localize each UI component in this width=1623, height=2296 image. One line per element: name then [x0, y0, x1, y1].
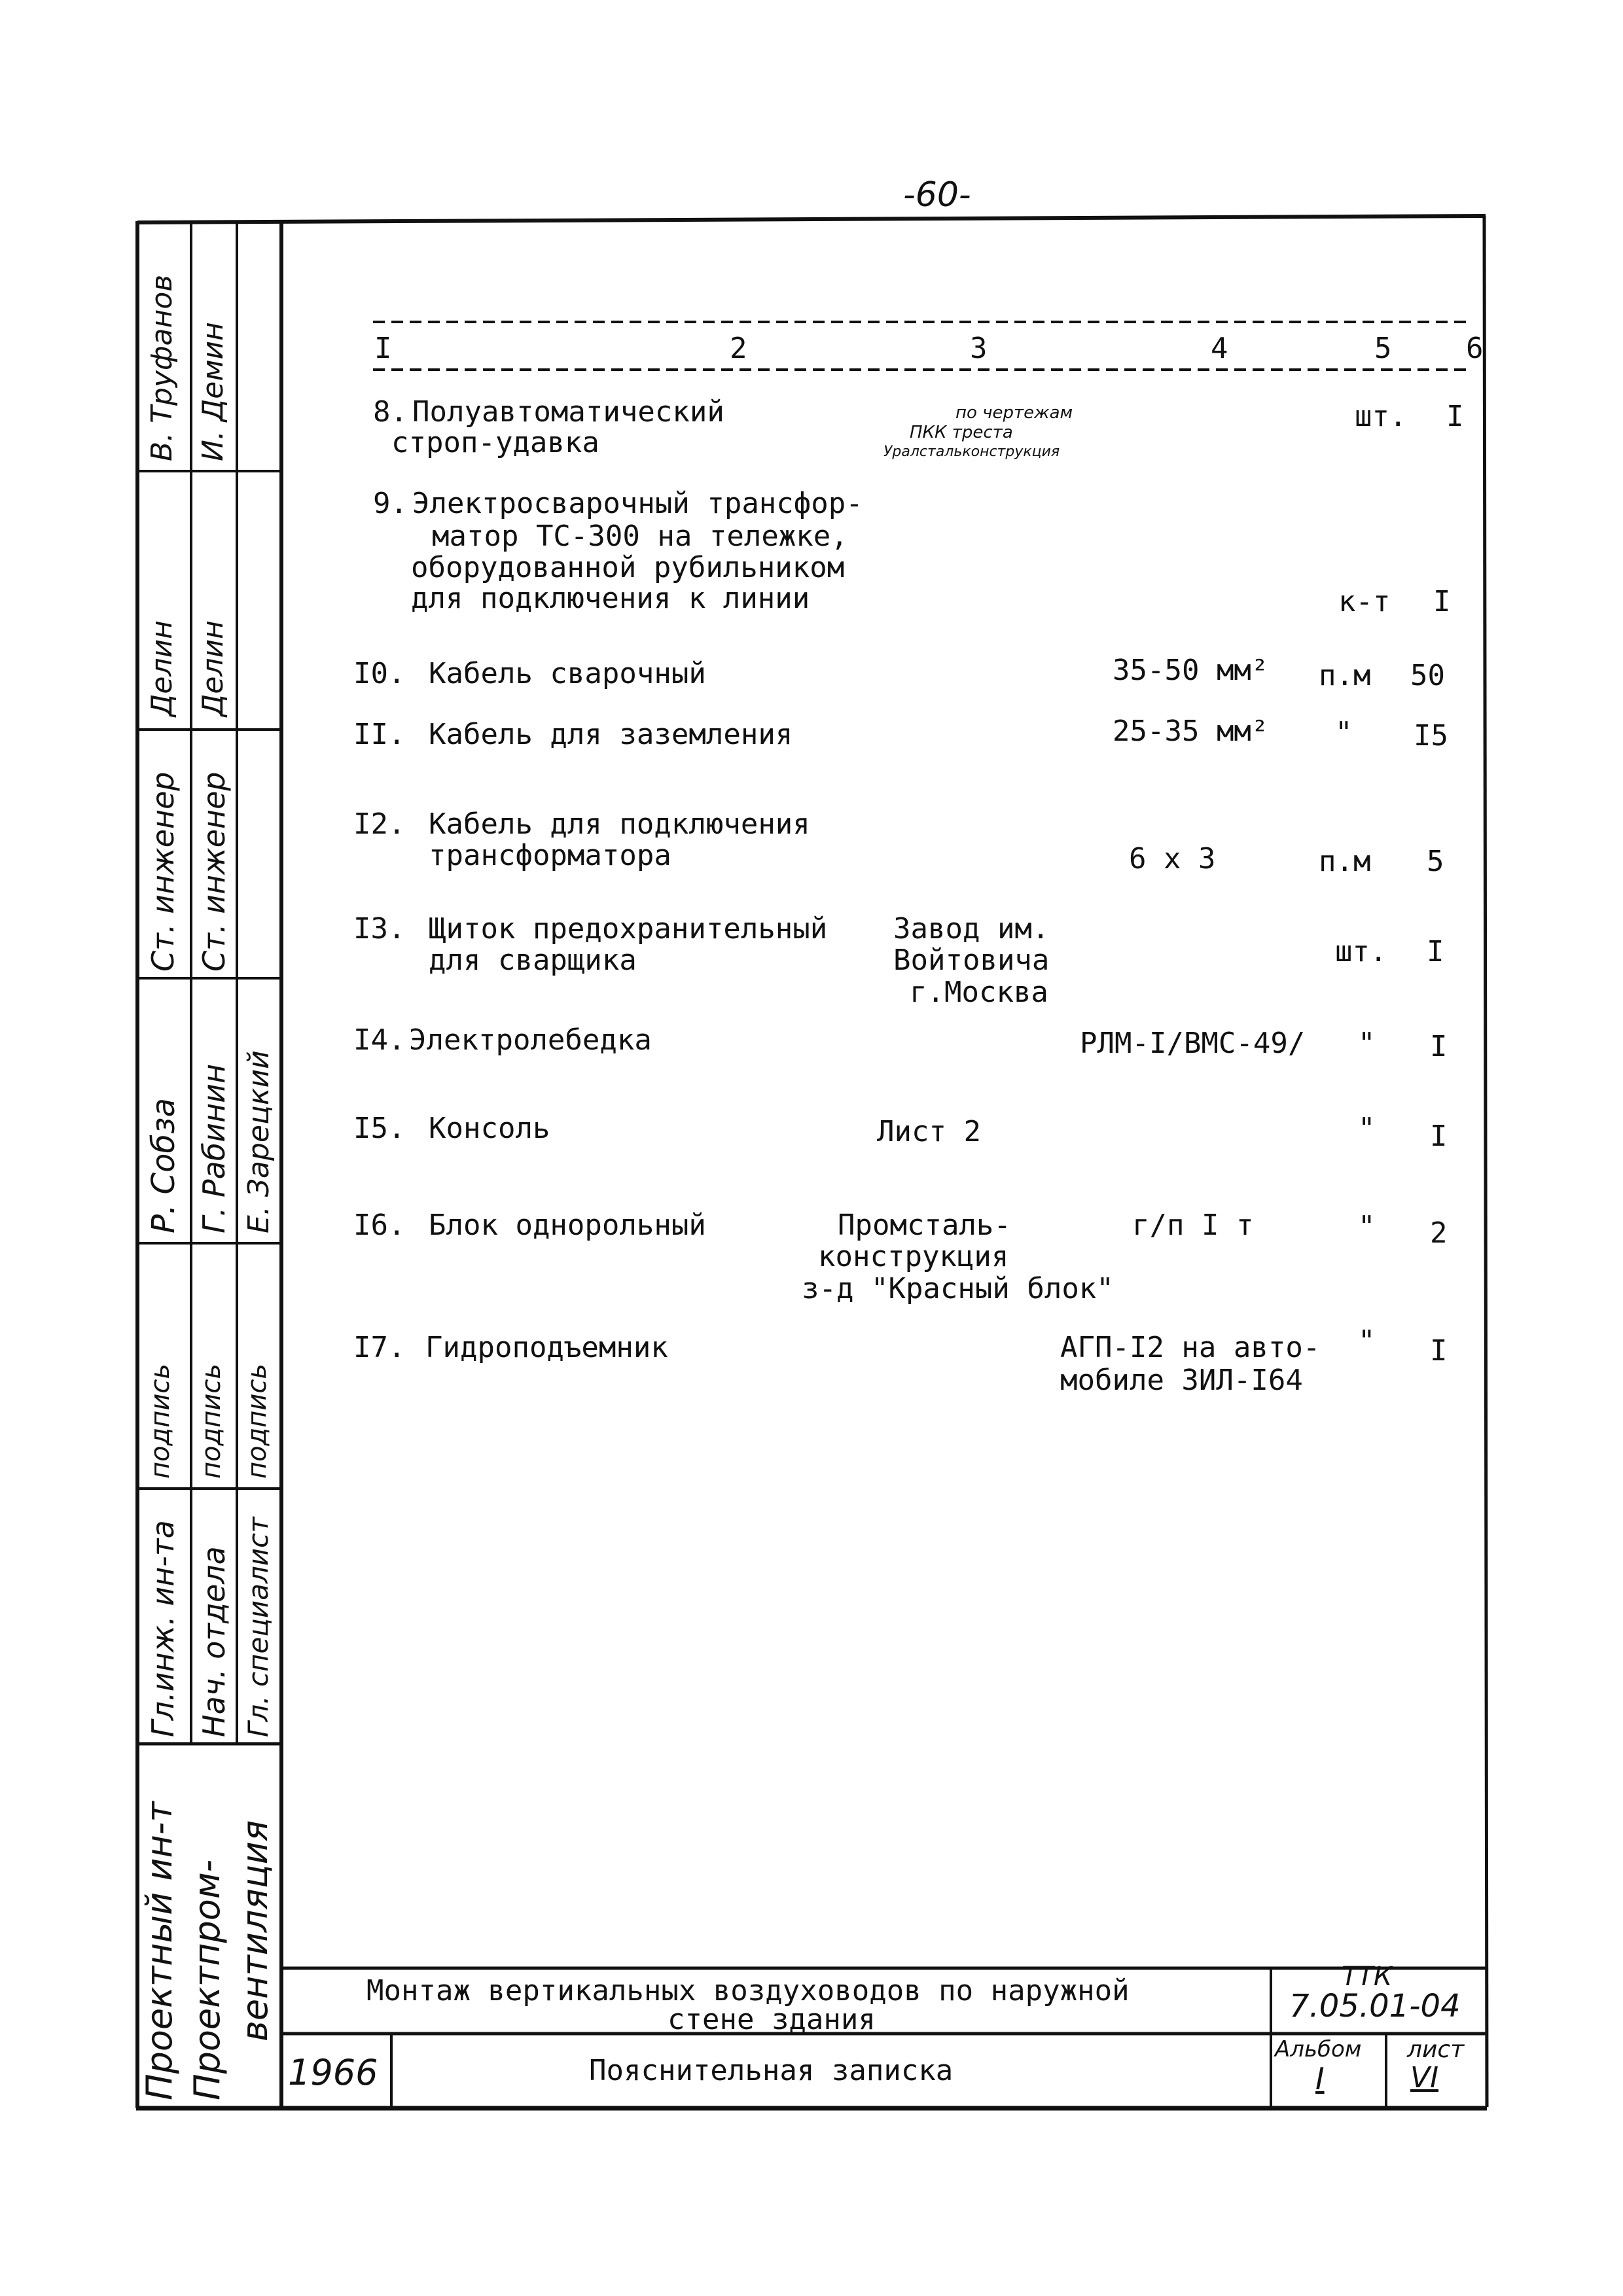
stamp-position: Нач. отдела — [196, 1546, 232, 1737]
stamp-position: Гл.инж. ин-та — [145, 1520, 181, 1737]
item-name: Гидроподъемник — [425, 1331, 668, 1364]
item-source: Завод им. — [893, 912, 1050, 945]
item-name: Электросварочный трансфор- — [412, 487, 863, 520]
item-unit: п.м — [1319, 845, 1371, 878]
item-spec: 35-50 мм² — [1113, 654, 1269, 687]
title-block-album-label: Альбом — [1275, 2036, 1362, 2062]
column-header-5: 5 — [1374, 332, 1392, 365]
item-number: I5. — [353, 1112, 406, 1145]
item-name: Электролебедка — [409, 1023, 652, 1057]
item-name: для подключения к линии — [411, 582, 810, 615]
item-qty: I — [1433, 585, 1451, 618]
column-header-3: 3 — [970, 332, 988, 365]
stamp-position: Гл. специалист — [242, 1517, 274, 1737]
item-number: I6. — [353, 1209, 406, 1242]
item-name: Кабель сварочный — [429, 657, 706, 690]
stamp-position: Ст. инженер — [145, 771, 181, 972]
title-block-doc-number: 7.05.01-04 — [1289, 1988, 1461, 2024]
item-unit: " — [1358, 1210, 1376, 1243]
item-spec: РЛМ-I/ВМС-49/ — [1080, 1027, 1306, 1060]
item-qty: I — [1427, 935, 1444, 968]
item-source: Войтовича — [893, 944, 1050, 977]
item-qty: 5 — [1427, 845, 1444, 878]
item-unit: к-т — [1338, 585, 1391, 618]
item-spec: г/п I т — [1132, 1209, 1254, 1242]
item-name: матор ТС-300 на тележке, — [432, 520, 848, 553]
column-header-1: I — [374, 332, 392, 365]
item-qty: I5 — [1414, 719, 1448, 752]
item-unit: " — [1335, 716, 1353, 749]
item-unit: п.м — [1319, 659, 1371, 692]
stamp-signature: Делин — [196, 620, 230, 716]
title-block-title-line2: стене здания — [668, 2003, 876, 2036]
item-unit: " — [1358, 1112, 1376, 1145]
item-number: 8. — [373, 395, 408, 429]
item-qty: I — [1430, 1334, 1448, 1368]
item-name: Блок однорольный — [429, 1209, 706, 1242]
item-source: з-д "Красный блок" — [802, 1272, 1114, 1305]
item-number: II. — [353, 718, 406, 751]
item-name: Щиток предохранительный — [429, 912, 828, 945]
item-spec: 6 х 3 — [1129, 842, 1216, 875]
title-block-doc-code: ТТК — [1342, 1962, 1393, 1992]
stamp-name: Г. Рабинин — [196, 1063, 232, 1233]
item-spec: 25-35 мм² — [1113, 715, 1269, 748]
item-unit: шт. — [1335, 935, 1387, 968]
stamp-organization: вентиляция — [234, 1820, 276, 2041]
item-name: Кабель для заземления — [429, 718, 793, 751]
item-name: Консоль — [429, 1112, 550, 1145]
title-block-album-value: I — [1315, 2061, 1325, 2096]
item-qty: I — [1430, 1120, 1448, 1153]
title-block-title: Монтаж вертикальных воздуховодов по наружной — [366, 1974, 1130, 2007]
stamp-signature: подпись — [196, 1364, 226, 1479]
item-name: для сварщика — [429, 944, 637, 977]
stamp-signature: подпись — [145, 1364, 175, 1479]
item-unit: " — [1358, 1324, 1376, 1358]
item-name: строп-удавка — [391, 426, 599, 459]
item-source: Промсталь- — [838, 1209, 1011, 1242]
item-name: Кабель для подключения — [429, 807, 810, 841]
item-number: I3. — [353, 912, 406, 945]
item-number: 9. — [373, 487, 408, 520]
stamp-name: Р. Собза — [145, 1098, 182, 1233]
stamp-name: И. Демин — [196, 322, 230, 461]
item-source: конструкция — [818, 1240, 1009, 1273]
stamp-signature: подпись — [242, 1364, 272, 1479]
item-qty: 2 — [1430, 1216, 1448, 1250]
item-qty: I — [1446, 400, 1464, 433]
item-unit: шт. — [1355, 400, 1407, 433]
item-qty: 50 — [1410, 659, 1445, 692]
title-block-sheet-value: VI — [1410, 2061, 1439, 2094]
stamp-name: В. Труфанов — [145, 274, 179, 461]
item-source: Лист 2 — [877, 1115, 981, 1148]
item-name: оборудованной рубильником — [411, 551, 845, 584]
stamp-signature: Делин — [145, 620, 179, 716]
item-spec: АГП-I2 на авто- мобиле ЗИЛ-I64 — [1060, 1331, 1321, 1397]
page-number: -60- — [903, 175, 971, 215]
title-block-sheet-label: лист — [1407, 2036, 1465, 2063]
item-number: I4. — [353, 1023, 406, 1057]
column-header-4: 4 — [1211, 332, 1228, 365]
item-source: ПКК треста — [910, 423, 1013, 442]
item-source: г.Москва — [910, 976, 1048, 1009]
item-qty: I — [1430, 1030, 1448, 1063]
item-number: I0. — [353, 657, 406, 690]
column-header-2: 2 — [730, 332, 747, 365]
item-number: I2. — [353, 807, 406, 841]
item-name: Полуавтоматический — [412, 395, 724, 429]
item-unit: " — [1358, 1027, 1376, 1060]
item-source: по чертежам — [955, 403, 1073, 423]
stamp-organization: Проектный ин-т — [139, 1801, 180, 2100]
stamp-position: Ст. инженер — [196, 771, 232, 972]
item-name: трансформатора — [429, 839, 671, 872]
item-number: I7. — [353, 1331, 406, 1364]
column-header-6: 6 — [1466, 332, 1484, 365]
title-block-year: 1966 — [288, 2052, 378, 2093]
title-block-subtitle: Пояснительная записка — [589, 2054, 954, 2087]
stamp-name: Е. Зарецкий — [242, 1050, 276, 1233]
item-source: Уралстальконструкция — [883, 444, 1060, 460]
stamp-organization: Проектпром- — [187, 1859, 228, 2100]
